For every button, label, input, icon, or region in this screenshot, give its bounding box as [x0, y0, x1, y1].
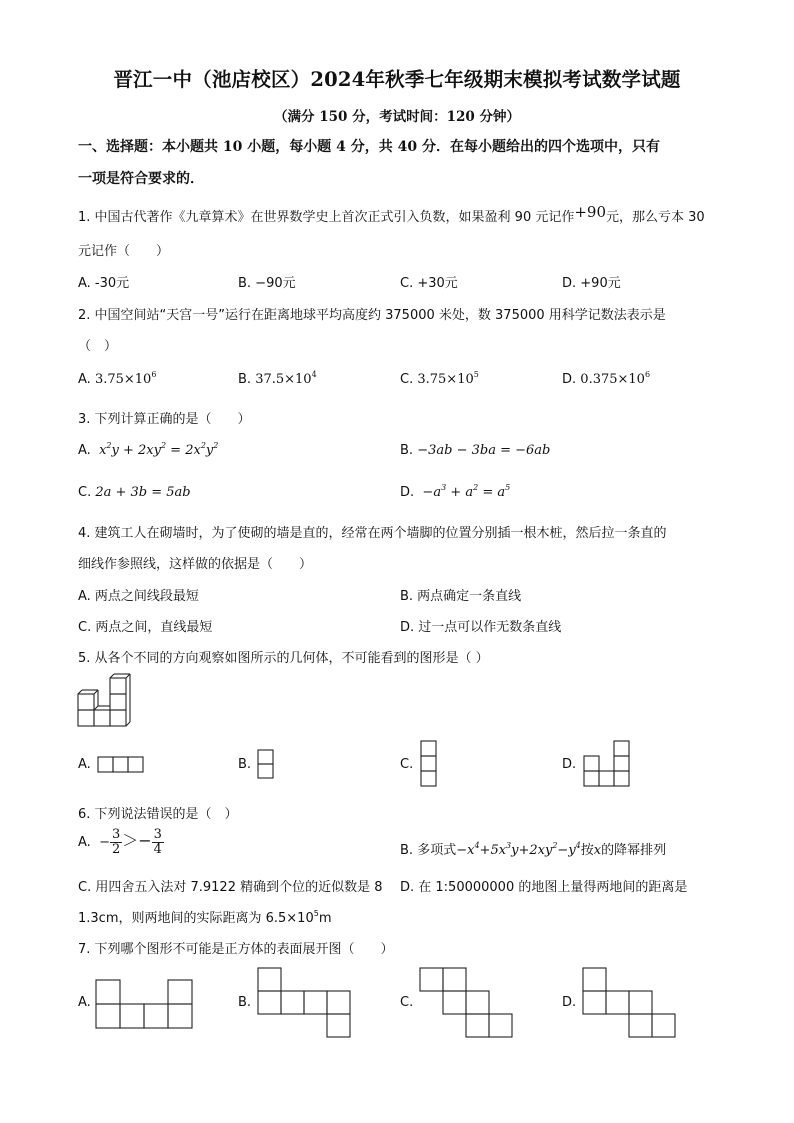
q5-stem: 5. 从各个不同的方向观察如图所示的几何体，不可能看到的图形是（ ）: [78, 651, 489, 666]
q1-text-b: 元，那么亏本 30: [606, 210, 705, 225]
q3-c-label: C.: [78, 485, 92, 500]
q2-a-exp: 6: [151, 370, 157, 379]
q3-option-a[interactable]: [78, 443, 218, 458]
q3-a-expr: $x^2y + 2xy^2 = 2x^2y^2$: [94, 441, 219, 458]
q3-c-expr: 2a + 3b = 5ab: [95, 485, 191, 500]
q7-option-a-label[interactable]: A.: [78, 995, 91, 1010]
q2-stem-line2: （ ）: [78, 339, 118, 354]
q6-a-den1: 2: [111, 842, 121, 857]
q5-option-a-label[interactable]: A.: [78, 757, 91, 772]
q2-b-base: 37.5×10: [255, 372, 312, 387]
q1-text-a: 1. 中国古代著作《九章算术》在世界数学史上首次正式引入负数，如果盈利 90 元记作: [78, 210, 575, 225]
q3-option-c[interactable]: [78, 485, 191, 500]
q4-stem-line2: 细线作参照线，这样做的依据是（ ）: [78, 557, 313, 572]
q7-option-b-net[interactable]: [258, 968, 358, 1040]
q4-option-d[interactable]: D. 过一点可以作无数条直线: [400, 620, 562, 635]
q2-b-label: B.: [238, 372, 252, 387]
q6-a-num1: 3: [111, 827, 121, 842]
q6-b-poly: $-x^4+5x^3y+2xy^2-y^4$: [456, 841, 581, 858]
page-title: 晋江一中（池店校区）2024年秋季七年级期末模拟考试数学试题: [113, 68, 681, 91]
q3-option-b[interactable]: [400, 443, 550, 458]
q1-option-c[interactable]: C. +30元: [400, 276, 458, 291]
q2-a-label: A.: [78, 372, 91, 387]
q7-stem: 7. 下列哪个图形不可能是正方体的表面展开图（ ）: [78, 942, 394, 957]
q1-option-b[interactable]: B. −90元: [238, 276, 296, 291]
q6-option-c[interactable]: C. 用四舍五入法对 7.9122 精确到个位的近似数是 8: [78, 880, 383, 895]
q2-b-exp: 4: [311, 370, 317, 379]
q4-option-b[interactable]: B. 两点确定一条直线: [400, 589, 522, 604]
exam-info: （满分 150 分，考试时间：120 分钟）: [274, 109, 520, 125]
q7-option-a-net[interactable]: [96, 980, 196, 1030]
q1-stem-line2: 元记作（ ）: [78, 244, 170, 259]
q6-option-d-continued: [78, 907, 332, 926]
q6-a-fraction2: [152, 828, 164, 857]
section-heading-line1: 一、选择题：本小题共 10 小题，每小题 4 分，共 40 分．在每小题给出的四个选项中，只有: [78, 139, 660, 155]
q7-option-c-net[interactable]: [420, 968, 520, 1040]
q5-solid-figure: [78, 676, 130, 728]
q2-stem-line1: 2. 中国空间站“天宫一号”运行在距离地球平均高度约 375000 米处，数 375000 用科学记数法表示是: [78, 308, 666, 323]
q6-b-text1: 多项式: [417, 843, 457, 858]
q6-d-unit: m: [318, 911, 332, 926]
q6-a-den2: 4: [153, 842, 162, 857]
q6-a-num2: 3: [153, 827, 162, 842]
q3-stem: 3. 下列计算正确的是（ ）: [78, 412, 251, 427]
q2-option-d[interactable]: [562, 372, 650, 387]
q2-c-label: C.: [400, 372, 414, 387]
q4-option-c[interactable]: C. 两点之间，直线最短: [78, 620, 213, 635]
q6-b-label: B.: [400, 843, 414, 858]
q6-a-fraction1: [110, 828, 122, 857]
q2-option-a[interactable]: [78, 372, 156, 387]
q6-b-var: x: [593, 843, 602, 858]
q2-c-exp: 5: [473, 370, 479, 379]
q1-math: +90: [574, 203, 606, 221]
q6-stem: 6. 下列说法错误的是（ ）: [78, 807, 238, 822]
q1-option-a[interactable]: A. -30元: [78, 276, 130, 291]
q5-option-b-figure[interactable]: [258, 750, 276, 780]
q5-option-b-label[interactable]: B.: [238, 757, 252, 772]
q7-option-d-label[interactable]: D.: [562, 995, 577, 1010]
q2-d-exp: 6: [644, 370, 651, 379]
q6-b-text2: 按: [580, 843, 594, 858]
q1-stem-line1: [78, 203, 705, 225]
q3-b-label: B.: [400, 443, 414, 458]
q4-option-a[interactable]: A. 两点之间线段最短: [78, 589, 199, 604]
q6-a-label: A.: [78, 835, 91, 850]
q3-b-expr: −3ab − 3ba = −6ab: [417, 443, 551, 458]
q4-stem-line1: 4. 建筑工人在砌墙时，为了使砌的墙是直的，经常在两个墙脚的位置分别插一根木桩，然后拉一条直的: [78, 526, 667, 541]
q6-d-exp: 5: [313, 909, 319, 918]
q6-b-text3: 的降幂排列: [601, 843, 667, 858]
q3-option-d[interactable]: [400, 485, 510, 500]
q7-option-d-net[interactable]: [583, 968, 683, 1040]
q6-a-greater: ＞−: [122, 831, 152, 850]
q1-option-d[interactable]: D. +90元: [562, 276, 621, 291]
q6-a-minus1: −: [94, 835, 110, 850]
section-heading-line2: 一项是符合要求的．: [78, 171, 204, 187]
q2-a-base: 3.75×10: [94, 372, 152, 387]
q7-option-c-label[interactable]: C.: [400, 995, 414, 1010]
q5-option-a-figure[interactable]: [98, 757, 146, 773]
q2-c-base: 3.75×10: [417, 372, 474, 387]
q5-option-d-label[interactable]: D.: [562, 757, 577, 772]
q2-option-c[interactable]: [400, 372, 479, 387]
q3-d-label: D.: [400, 485, 415, 500]
q5-option-d-figure[interactable]: [584, 741, 634, 789]
q2-d-label: D.: [562, 372, 577, 387]
q6-option-a[interactable]: [78, 828, 164, 857]
q3-a-label: A.: [78, 443, 91, 458]
q6-option-d[interactable]: D. 在 1:50000000 的地图上量得两地间的距离是: [400, 880, 688, 895]
q6-d-cont: 1.3cm，则两地间的实际距离为 6.5×10: [78, 911, 314, 926]
q2-option-b[interactable]: [238, 372, 317, 387]
q3-d-expr: $-a^3 + a^2 = a^5$: [418, 483, 511, 500]
q6-option-b[interactable]: [400, 839, 666, 858]
q7-option-b-label[interactable]: B.: [238, 995, 252, 1010]
q5-option-c-label[interactable]: C.: [400, 757, 414, 772]
q5-option-c-figure[interactable]: [421, 741, 439, 789]
q2-d-base: 0.375×10: [580, 372, 645, 387]
